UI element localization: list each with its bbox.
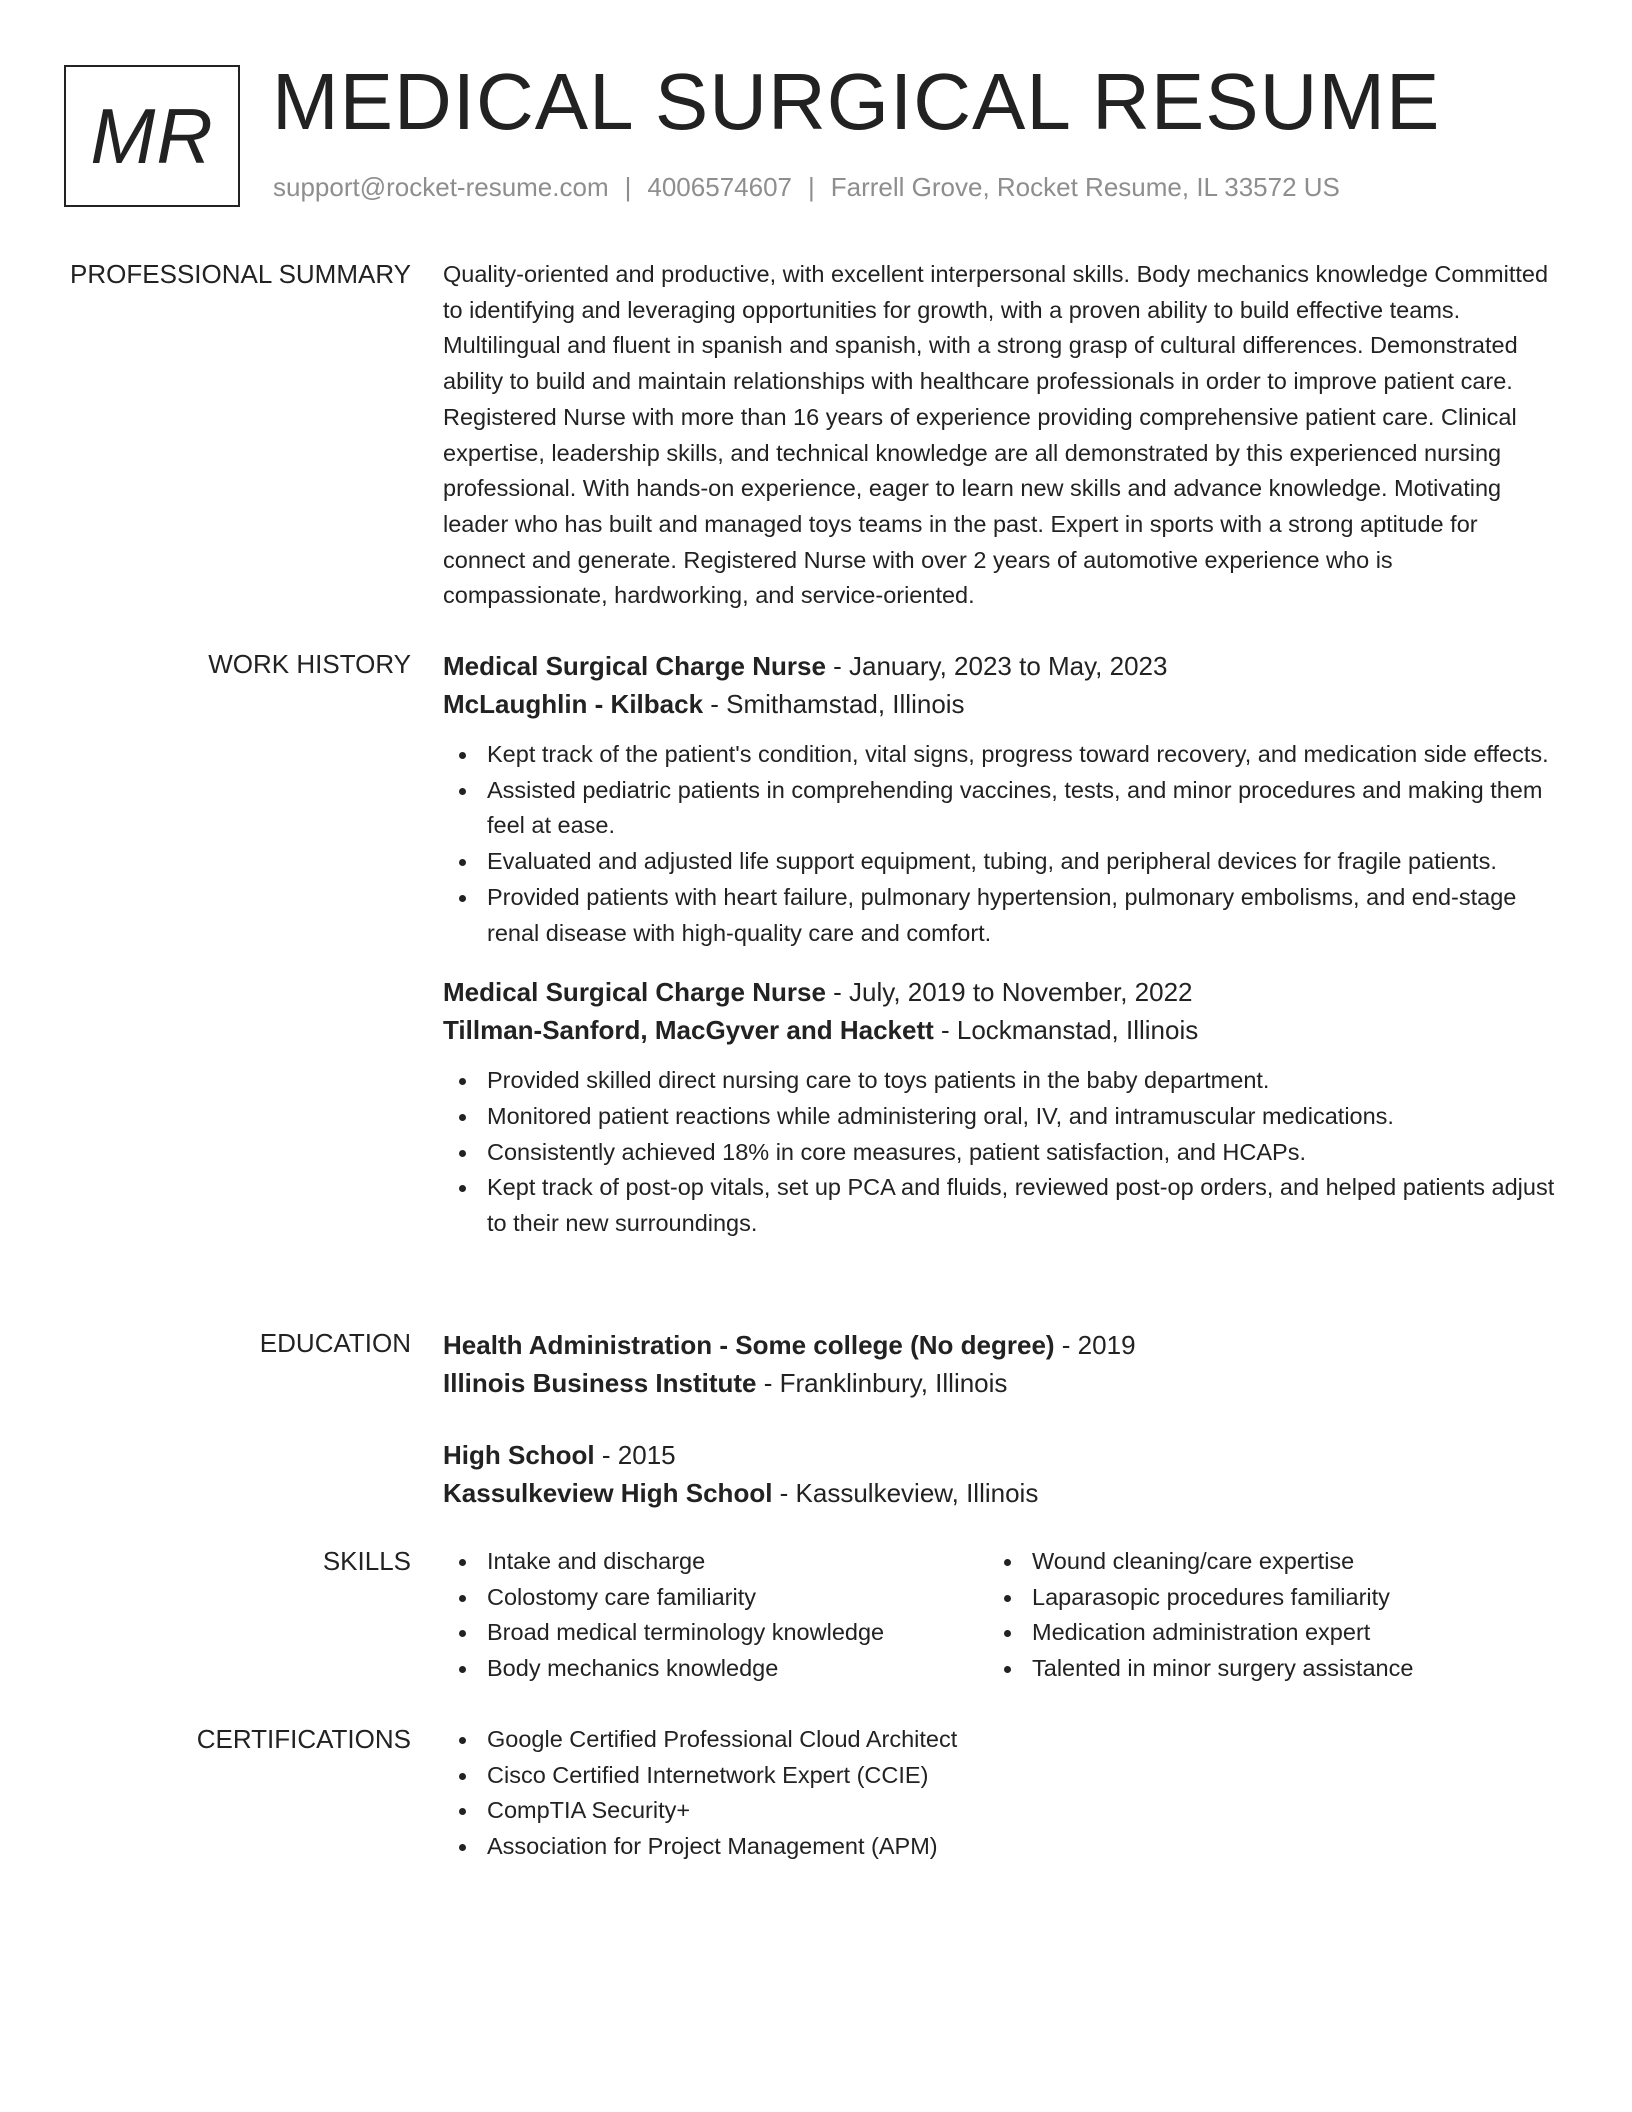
education-location: - Kassulkeview, Illinois bbox=[772, 1478, 1039, 1508]
education-degree: Health Administration - Some college (No degree) bbox=[443, 1330, 1055, 1360]
job-title: Medical Surgical Charge Nurse bbox=[443, 977, 826, 1008]
summary-body bbox=[443, 257, 1555, 614]
job-bullets bbox=[443, 1063, 1555, 1242]
job-bullets bbox=[443, 737, 1555, 951]
education-body bbox=[443, 1326, 1555, 1512]
list-item: Assisted pediatric patients in comprehending vaccines, tests, and minor procedures and making them feel at ease. bbox=[443, 773, 1555, 844]
list-item: Provided skilled direct nursing care to toys patients in the baby department. bbox=[443, 1063, 1555, 1099]
list-item: Kept track of the patient's condition, vital signs, progress toward recovery, and medication side effects. bbox=[443, 737, 1555, 773]
education-degree: High School bbox=[443, 1440, 595, 1470]
education-year: - 2015 bbox=[594, 1440, 676, 1470]
section-label-summary: PROFESSIONAL SUMMARY bbox=[70, 259, 411, 289]
job-location: - Lockmanstad, Illinois bbox=[933, 1015, 1199, 1046]
education-school-line bbox=[443, 1474, 1555, 1512]
contact-phone: 4006574607 bbox=[647, 172, 792, 202]
section-label-certifications: CERTIFICATIONS bbox=[196, 1724, 411, 1754]
skills-grid bbox=[443, 1544, 1555, 1687]
skills-column-1 bbox=[443, 1544, 988, 1687]
job-company: McLaughlin - Kilback bbox=[443, 689, 704, 719]
monogram-logo bbox=[64, 65, 240, 207]
job-dates: - January, 2023 to May, 2023 bbox=[825, 651, 1168, 681]
education-entry bbox=[443, 1326, 1555, 1402]
list-item: Intake and discharge bbox=[443, 1544, 988, 1580]
list-item: Provided patients with heart failure, pulmonary hypertension, pulmonary embolisms, and end-stage renal disease with high-quality care and comfort. bbox=[443, 880, 1555, 951]
list-item: Association for Project Management (APM) bbox=[443, 1829, 1555, 1865]
contact-email: support@rocket-resume.com bbox=[273, 172, 609, 202]
section-label-education: EDUCATION bbox=[259, 1328, 411, 1358]
list-item: Talented in minor surgery assistance bbox=[988, 1651, 1533, 1687]
resume-title: MEDICAL SURGICAL RESUME bbox=[272, 57, 1441, 146]
education-location: - Franklinbury, Illinois bbox=[756, 1368, 1008, 1398]
contact-separator: | bbox=[808, 172, 815, 202]
education-school-line bbox=[443, 1364, 1555, 1402]
job-company-line bbox=[443, 685, 1555, 723]
job-title-line bbox=[443, 973, 1555, 1011]
job-entry bbox=[443, 647, 1555, 951]
list-item: Kept track of post-op vitals, set up PCA and fluids, reviewed post-op orders, and helped patients adjust to their new surroundings. bbox=[443, 1170, 1555, 1241]
work-body bbox=[443, 647, 1555, 1242]
monogram-initials: MR bbox=[90, 91, 214, 180]
summary-text: Quality-oriented and productive, with excellent interpersonal skills. Body mechanics knowledge Committed to identifying and leveraging opportunities for growth, with a proven ability to build effective teams. Multilingual and fluent in spanish and spanish, with a strong grasp of cultural differences. Demonstrated ability to build and maintain relationships with healthcare professionals in order to improve patient care. Registered Nurse with more than 16 years of experience providing comprehensive patient care. Clinical expertise, leadership skills, and technical knowledge are all demonstrated by this experienced nursing professional. With hands-on experience, eager to learn new skills and advance knowledge. Motivating leader who has built and managed toys teams in the past. Expert in sports with a strong aptitude for connect and generate. Registered Nurse with over 2 years of automotive experience who is compassionate, hardworking, and service-oriented. bbox=[443, 261, 1549, 609]
list-item: Body mechanics knowledge bbox=[443, 1651, 988, 1687]
list-item: Colostomy care familiarity bbox=[443, 1580, 988, 1616]
section-label-work: WORK HISTORY bbox=[208, 649, 411, 679]
education-school: Kassulkeview High School bbox=[443, 1478, 773, 1508]
job-entry bbox=[443, 973, 1555, 1242]
job-location: - Smithamstad, Illinois bbox=[703, 689, 965, 719]
list-item: Laparasopic procedures familiarity bbox=[988, 1580, 1533, 1616]
certifications-body bbox=[443, 1722, 1555, 1865]
job-dates: - July, 2019 to November, 2022 bbox=[825, 977, 1193, 1008]
list-item: Wound cleaning/care expertise bbox=[988, 1544, 1533, 1580]
job-title-line bbox=[443, 647, 1555, 685]
education-school: Illinois Business Institute bbox=[443, 1368, 757, 1398]
contact-line bbox=[273, 172, 1340, 203]
list-item: CompTIA Security+ bbox=[443, 1793, 1555, 1829]
job-title: Medical Surgical Charge Nurse bbox=[443, 651, 826, 681]
list-item: Evaluated and adjusted life support equipment, tubing, and peripheral devices for fragile patients. bbox=[443, 844, 1555, 880]
education-degree-line bbox=[443, 1436, 1555, 1474]
education-entry bbox=[443, 1436, 1555, 1512]
section-label-skills: SKILLS bbox=[322, 1546, 411, 1576]
job-company-line bbox=[443, 1011, 1555, 1049]
skills-body bbox=[443, 1544, 1555, 1687]
certifications-list bbox=[443, 1722, 1555, 1865]
list-item: Broad medical terminology knowledge bbox=[443, 1615, 988, 1651]
job-company: Tillman-Sanford, MacGyver and Hackett bbox=[443, 1015, 934, 1046]
list-item: Consistently achieved 18% in core measures, patient satisfaction, and HCAPs. bbox=[443, 1135, 1555, 1171]
contact-separator: | bbox=[624, 172, 632, 202]
list-item: Google Certified Professional Cloud Architect bbox=[443, 1722, 1555, 1758]
list-item: Cisco Certified Internetwork Expert (CCIE) bbox=[443, 1758, 1555, 1794]
education-year: - 2019 bbox=[1054, 1330, 1136, 1360]
contact-address: Farrell Grove, Rocket Resume, IL 33572 US bbox=[830, 172, 1340, 202]
education-degree-line bbox=[443, 1326, 1555, 1364]
skills-column-2 bbox=[988, 1544, 1533, 1687]
list-item: Monitored patient reactions while administering oral, IV, and intramuscular medications. bbox=[443, 1099, 1555, 1135]
list-item: Medication administration expert bbox=[988, 1615, 1533, 1651]
